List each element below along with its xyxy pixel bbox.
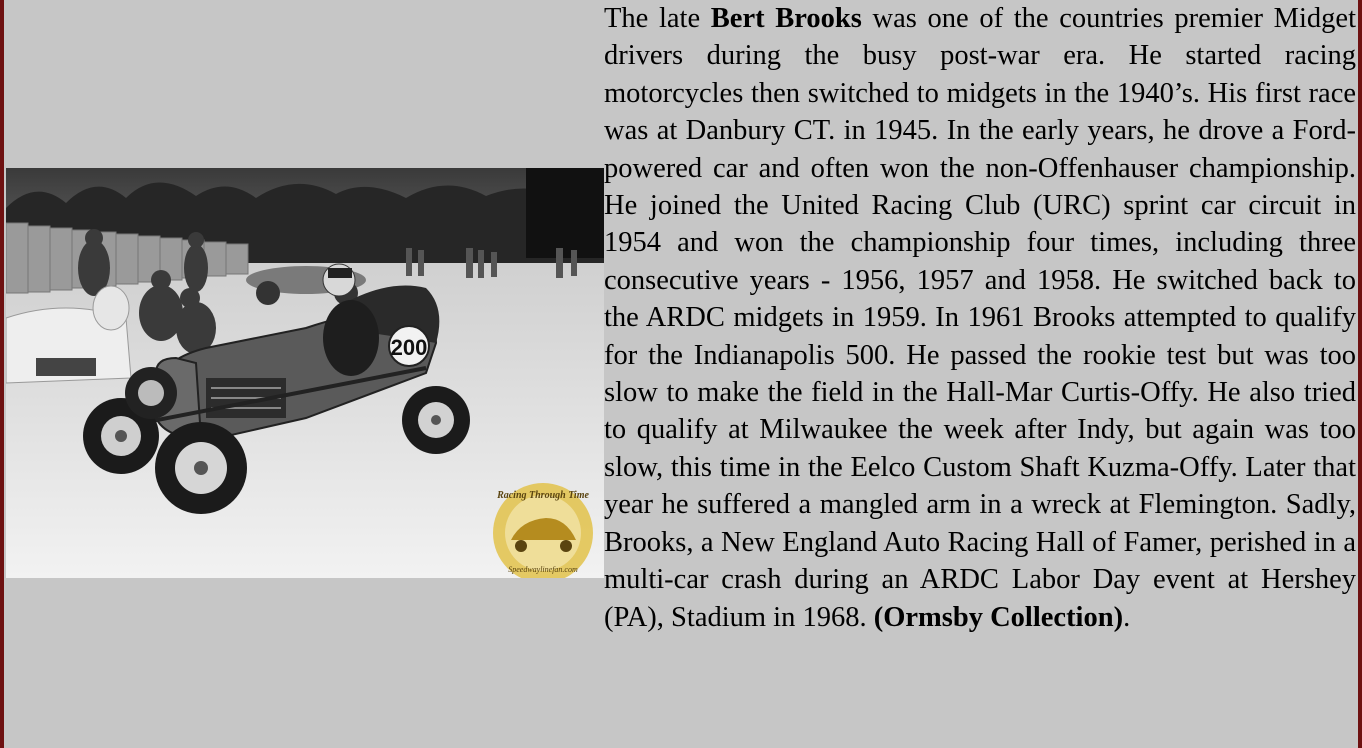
intro-text: The late xyxy=(604,3,711,34)
closing-period: . xyxy=(1123,601,1131,633)
svg-text:Speedwaylinefan.com: Speedwaylinefan.com xyxy=(508,565,578,574)
biography-text: was one of the countries premier Midget drivers during the busy post-war era. He started racing motorcycles then switched to midgets in the 1940’s. His first race was at Danbury CT. in 1945. In the early years, he drove a Ford-powered car and often won the non-Offenhauser championship. He joined the United Racing Club (URC) sprint car circuit in 1954 and won the championship four times, including three consecutive years - 1956, 1957 and 1958. He switched back to the ARDC midgets in 1959. In 1961 Brooks attempted to qualify for the Indianapolis 500. He passed the rookie test but was too slow to make the field in the Hall-Mar Curtis-Offy. He also tried to qualify at Milwaukee the week after Indy, but again was too slow, this time in the Eelco Custom Shaft Kuzma-Offy. Later that year he suffered a mangled arm in a wreck at Flemington. Sadly, Brooks, a New England Auto Racing Hall of Famer, perished in a multi-car crash during an ARDC Labor Day event at Hershey (PA), Stadium in 1968. xyxy=(604,3,1356,633)
racing-through-time-watermark xyxy=(493,483,593,578)
race-car-photo xyxy=(6,168,604,578)
car-number: 200 xyxy=(390,335,428,360)
photo-credit: (Ormsby Collection) xyxy=(873,601,1124,633)
driver-biography xyxy=(604,0,1356,636)
frame-left-border xyxy=(0,0,4,748)
driver-name: Bert Brooks xyxy=(710,3,862,34)
svg-text:Racing Through Time: Racing Through Time xyxy=(497,490,589,501)
frame-right-border xyxy=(1358,0,1362,748)
